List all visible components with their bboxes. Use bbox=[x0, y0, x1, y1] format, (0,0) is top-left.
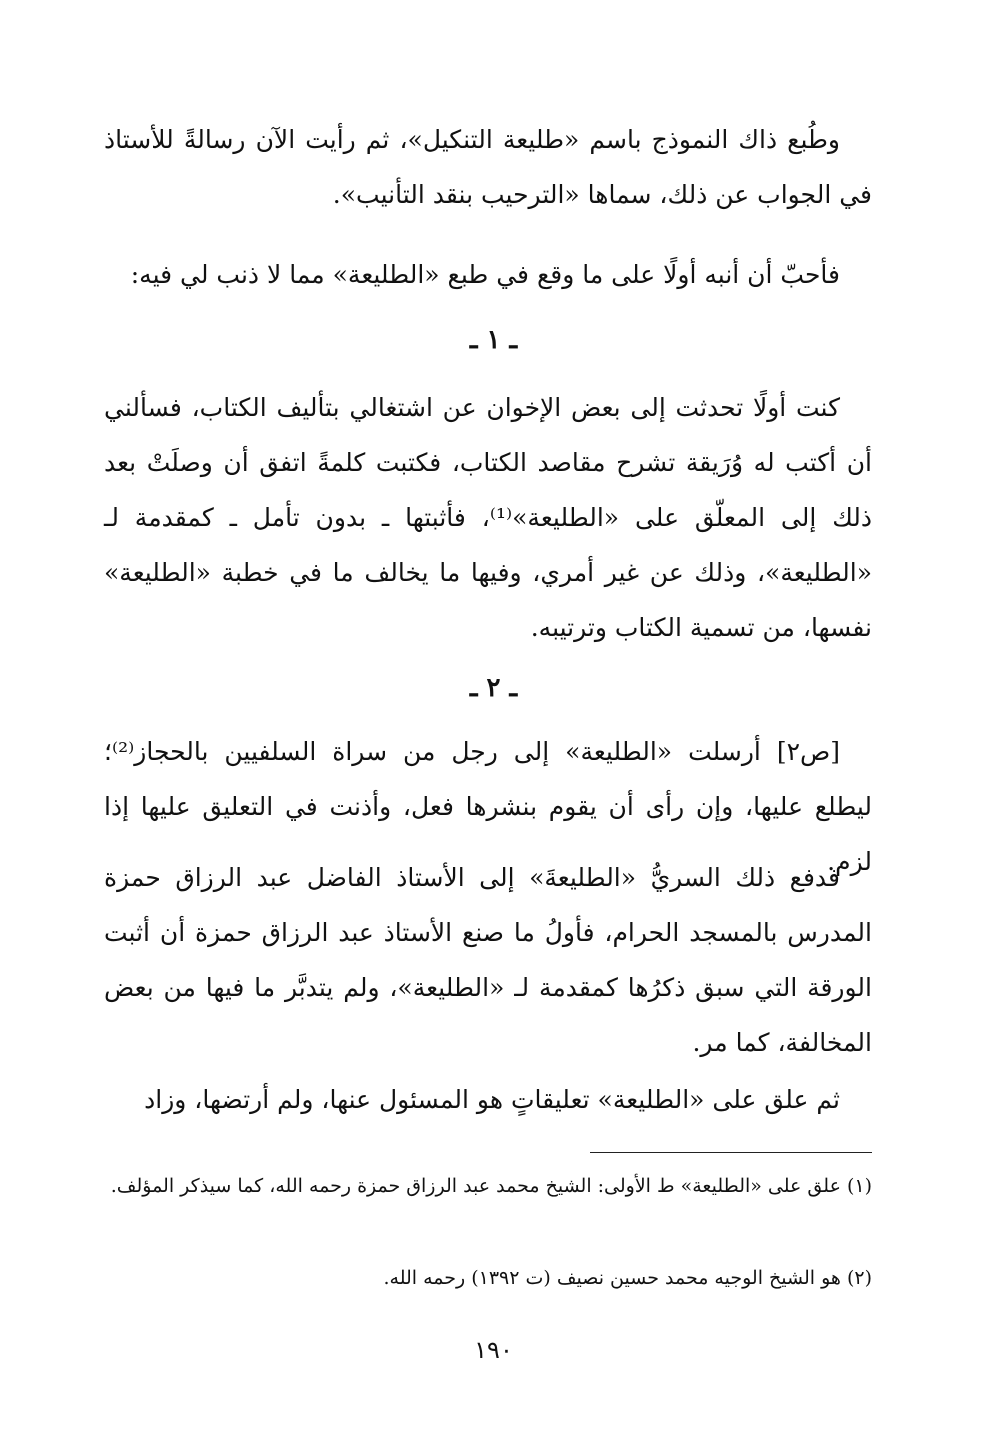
section-number-1: ـ ١ ـ bbox=[469, 325, 518, 355]
paragraph-intro: وطُبع ذاك النموذج باسم «طليعة التنكيل»، ثم رأيت الآن رسالةً للأستاذ في الجواب عن ذلك، سماها «الترحيب بنقد التأنيب». bbox=[104, 125, 872, 209]
paragraph-section-2-a: [ص٢] أرسلت «الطليعة» إلى رجل من سراة السلفيين بالحجاز⁽²⁾؛ ليطلع عليها، وإن رأى أن يقوم بنشرها فعل، وأذنت في التعليق عليها إذا لزم. bbox=[104, 737, 872, 876]
paragraph-section-2-b: فدفع ذلك السريُّ «الطليعةَ» إلى الأستاذ الفاضل عبد الرزاق حمزة المدرس بالمسجد الحرام، فأولُ ما صنع الأستاذ عبد الرزاق حمزة أن أثبت الورقة التي سبق ذكرُها كمقدمة لـ «الطليعة»، ولم يتدبَّر ما فيها من بعض المخالفة، كما مر. bbox=[104, 863, 872, 1057]
footnote-divider bbox=[590, 1152, 872, 1153]
footnote-1: (١) علق على «الطليعة» ط الأولى: الشيخ محمد عبد الرزاق حمزة رحمه الله، كما سيذكر المؤلف. bbox=[110, 1175, 872, 1197]
paragraph-notice: فأحبّ أن أنبه أولًا على ما وقع في طبع «الطليعة» مما لا ذنب لي فيه: bbox=[130, 260, 840, 289]
paragraph-section-2-c: ثم علق على «الطليعة» تعليقاتٍ هو المسئول عنها، ولم أرتضها، وزاد bbox=[144, 1085, 840, 1114]
paragraph-section-1: كنت أولًا تحدثت إلى بعض الإخوان عن اشتغالي بتأليف الكتاب، فسألني أن أكتب له وُرَيقة تشرح مقاصد الكتاب، فكتبت كلمةً اتفق أن وصلَتْ بعد ذلك إلى المعلّق على «الطليعة»⁽¹⁾، فأثبتها ـ بدون تأمل ـ كمقدمة لـ «الطليعة»، وذلك عن غير أمري، وفيها ما يخالف ما في خطبة «الطليعة» نفسها، من تسمية الكتاب وترتيبه. bbox=[104, 393, 873, 642]
section-number-2: ـ ٢ ـ bbox=[469, 673, 518, 703]
footnote-2: (٢) هو الشيخ الوجيه محمد حسين نصيف (ت ١٣٩٢) رحمه الله. bbox=[383, 1267, 872, 1289]
page-number: ١٩٠ bbox=[474, 1336, 513, 1364]
